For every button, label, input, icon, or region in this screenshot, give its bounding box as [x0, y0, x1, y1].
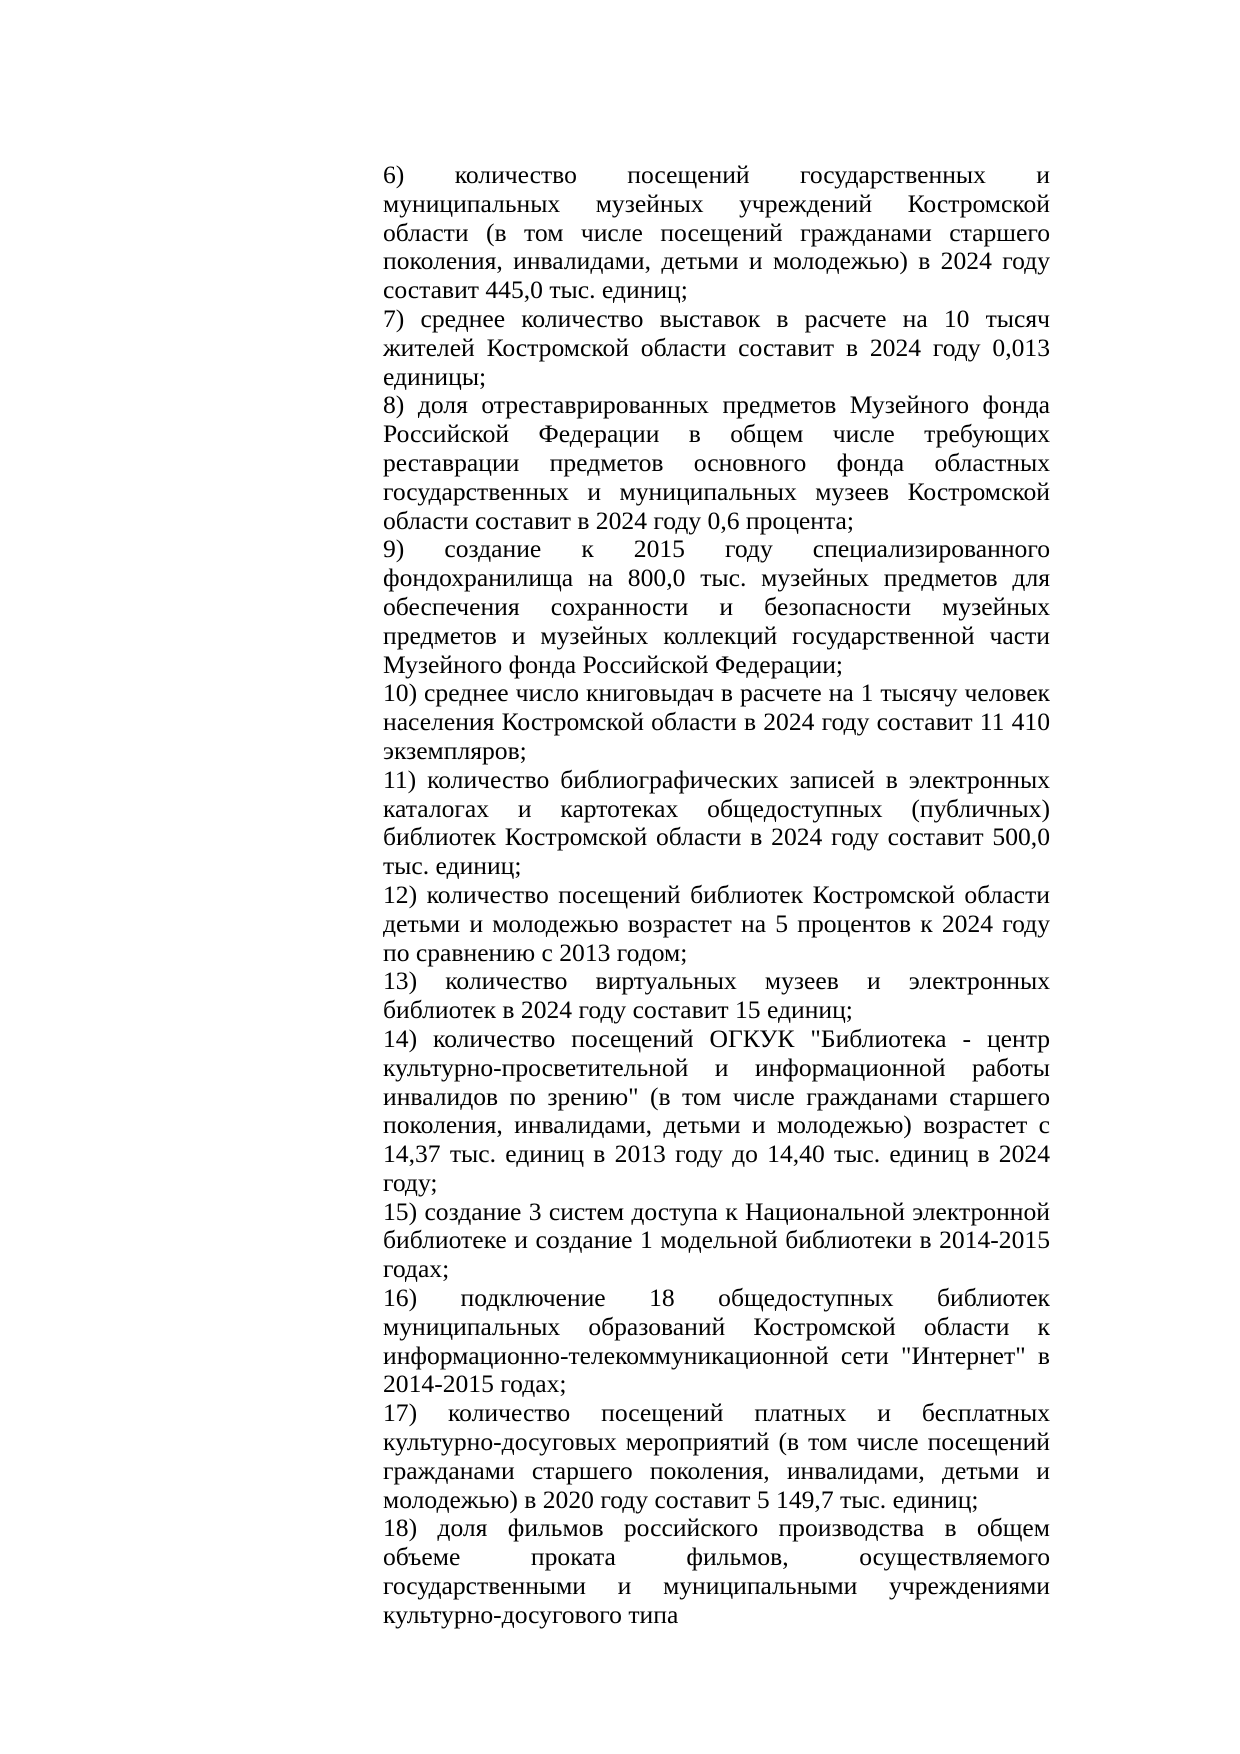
list-item-6: 6) количество посещений государственных и муниципальных музейных учреждений Костромской области (в том числе посещений гражданами старшего поколения, инвалидами, детьми и молодежью) в 2024 году составит 445,0 тыс. единиц; — [383, 160, 1050, 305]
list-item-17: 17) количество посещений платных и бесплатных культурно-досуговых мероприятий (в том числе посещений гражданами старшего поколения, инвалидами, детьми и молодежью) в 2020 году составит 5 149,7 тыс. единиц; — [383, 1398, 1050, 1514]
list-item-15: 15) создание 3 систем доступа к Национальной электронной библиотеке и создание 1 модельной библиотеки в 2014-2015 годах; — [383, 1196, 1050, 1284]
indicator-list — [383, 161, 1050, 1630]
list-item-11: 11) количество библиографических записей в электронных каталогах и картотеках общедоступных (публичных) библиотек Костромской области в 2024 году составит 500,0 тыс. единиц; — [383, 764, 1050, 881]
list-item-18: 18) доля фильмов российского производства в общем объеме проката фильмов, осуществляемого государственными и муниципальными учреждениями культурно-досугового типа — [383, 1513, 1050, 1629]
list-item-7: 7) среднее количество выставок в расчете на 10 тысяч жителей Костромской области составит в 2024 году 0,013 единицы; — [383, 303, 1050, 391]
list-item-9: 9) создание к 2015 году специализированного фондохранилища на 800,0 тыс. музейных предметов для обеспечения сохранности и безопасности музейных предметов и музейных коллекций государственной части Музейного фонда Российской Федерации; — [383, 534, 1050, 679]
list-item-10: 10) среднее число книговыдач в расчете на 1 тысячу человек населения Костромской области в 2024 году составит 11 410 экземпляров; — [383, 678, 1050, 765]
list-item-16: 16) подключение 18 общедоступных библиотек муниципальных образований Костромской области к информационно-телекоммуникационной сети "Интернет" в 2014-2015 годах; — [383, 1283, 1050, 1399]
list-item-13: 13) количество виртуальных музеев и электронных библиотек в 2024 году составит 15 единиц; — [383, 966, 1050, 1025]
list-item-8: 8) доля отреставрированных предметов Музейного фонда Российской Федерации в общем числе требующих реставрации предметов основного фонда областных государственных и муниципальных музеев Костромской области составит в 2024 году 0,6 процента; — [383, 390, 1050, 535]
list-item-14: 14) количество посещений ОГКУК "Библиотека - центр культурно-просветительной и информационной работы инвалидов по зрению" (в том числе гражданами старшего поколения, инвалидами, детьми и молодежью) возрастет с 14,37 тыс. единиц в 2013 году до 14,40 тыс. единиц в 2024 году; — [383, 1023, 1050, 1197]
list-item-12: 12) количество посещений библиотек Костромской области детьми и молодежью возрастет на 5 процентов к 2024 году по сравнению с 2013 годом; — [383, 879, 1050, 967]
